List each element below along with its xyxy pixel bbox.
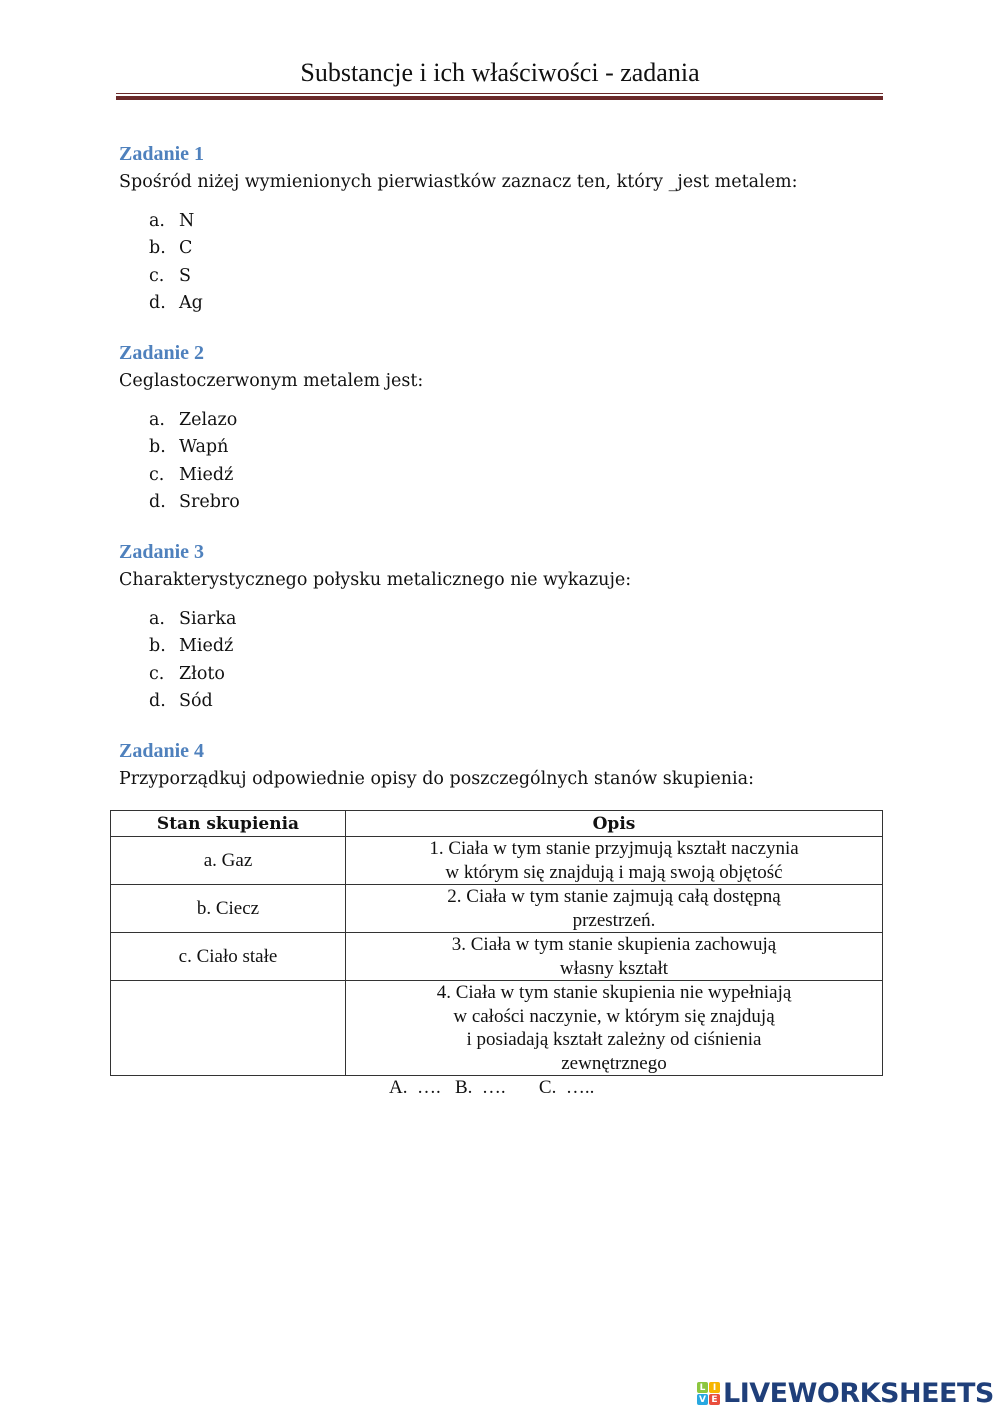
- description-line: 1. Ciała w tym stanie przyjmują kształt naczynia: [429, 838, 799, 859]
- option-c[interactable]: [149, 661, 631, 688]
- option-text: N: [179, 211, 195, 231]
- option-letter: a.: [149, 211, 165, 231]
- state-cell: c. Ciało stałe: [111, 933, 346, 981]
- option-list: [119, 407, 423, 516]
- table-row: [111, 885, 883, 933]
- task-2: [119, 341, 423, 516]
- option-b[interactable]: [149, 434, 423, 461]
- description-line: przestrzeń.: [572, 909, 656, 931]
- option-text: Miedź: [179, 636, 234, 657]
- logo-tile: E: [709, 1394, 720, 1405]
- task-question: Charakterystycznego połysku metalicznego nie wykazuje:: [119, 570, 632, 590]
- option-letter: b.: [149, 437, 166, 458]
- option-text: Srebro: [179, 491, 240, 512]
- liveworksheets-logo: [697, 1378, 994, 1409]
- option-letter: c.: [149, 663, 165, 684]
- option-letter: d.: [149, 292, 166, 313]
- task-heading: Zadanie 2: [119, 342, 205, 364]
- page-title: Substancje i ich właściwości - zadania: [300, 58, 700, 87]
- table-row: [111, 981, 883, 1076]
- option-letter: b.: [149, 636, 166, 657]
- state-cell: [111, 981, 346, 1076]
- description-cell: [346, 837, 883, 885]
- table-header-state: Stan skupienia: [111, 811, 346, 837]
- option-text: Zelazo: [179, 410, 238, 430]
- title-rule-thin: [116, 93, 883, 94]
- description-line: własny kształt: [559, 957, 669, 979]
- option-letter: d.: [149, 690, 166, 711]
- matching-table: [110, 810, 883, 1076]
- task-question: Spośród niżej wymienionych pierwiastków zaznacz ten, który _jest metalem:: [119, 172, 798, 192]
- option-text: Złoto: [179, 663, 225, 684]
- option-d[interactable]: [149, 489, 423, 516]
- option-letter: a.: [149, 609, 165, 629]
- option-a[interactable]: [149, 606, 631, 633]
- task-3: [119, 540, 631, 715]
- option-a[interactable]: [149, 208, 798, 235]
- logo-tile: I: [709, 1382, 720, 1393]
- description-line: i posiadają kształt zależny od ciśnienia: [466, 1029, 762, 1050]
- description-line: zewnętrznego: [561, 1052, 667, 1074]
- option-text: Miedź: [179, 464, 234, 485]
- task-heading: Zadanie 4: [119, 740, 205, 762]
- logo-text: LIVEWORKSHEETS: [723, 1378, 994, 1409]
- state-cell: a. Gaz: [111, 837, 346, 885]
- option-list: [119, 606, 631, 715]
- option-letter: d.: [149, 491, 166, 512]
- state-cell: b. Ciecz: [111, 885, 346, 933]
- option-letter: b.: [149, 238, 166, 259]
- description-line: w którym się znajdują i mają swoją objętość: [445, 861, 783, 883]
- answer-blanks[interactable]: A. …. B. …. C. …..: [389, 1077, 595, 1098]
- description-line: 2. Ciała w tym stanie zajmują całą dostępną: [447, 886, 781, 907]
- option-text: Ag: [179, 292, 203, 313]
- description-cell: [346, 933, 883, 981]
- option-d[interactable]: [149, 290, 798, 317]
- task-1: [119, 142, 798, 317]
- description-cell: [346, 885, 883, 933]
- option-letter: c.: [149, 265, 165, 286]
- description-cell: [346, 981, 883, 1076]
- live-tiles-icon: [697, 1382, 720, 1405]
- task-question: Ceglastoczerwonym metalem jest:: [119, 371, 424, 391]
- option-letter: a.: [149, 410, 165, 430]
- option-d[interactable]: [149, 688, 631, 715]
- description-line: w całości naczynie, w którym się znajdują: [453, 1005, 775, 1027]
- task-heading: Zadanie 1: [119, 143, 205, 165]
- option-text: Siarka: [179, 609, 237, 629]
- description-line: 3. Ciała w tym stanie skupienia zachowują: [451, 934, 777, 955]
- option-a[interactable]: [149, 407, 423, 434]
- option-list: [119, 208, 798, 317]
- option-letter: c.: [149, 464, 165, 485]
- option-b[interactable]: [149, 235, 798, 262]
- title-rule-thick: [116, 96, 883, 100]
- option-c[interactable]: [149, 263, 798, 290]
- option-text: Wapń: [179, 437, 229, 458]
- option-text: Sód: [179, 690, 213, 711]
- task-4: [119, 739, 754, 791]
- description-line: 4. Ciała w tym stanie skupienia nie wypełniają: [436, 982, 792, 1003]
- logo-tile: L: [697, 1382, 708, 1393]
- option-b[interactable]: [149, 633, 631, 660]
- logo-tile: V: [697, 1394, 708, 1405]
- option-text: S: [179, 265, 191, 286]
- task-heading: Zadanie 3: [119, 541, 205, 563]
- task-question: Przyporządkuj odpowiednie opisy do poszczególnych stanów skupienia:: [119, 769, 754, 789]
- option-c[interactable]: [149, 462, 423, 489]
- table-header-description: Opis: [346, 811, 883, 837]
- option-text: C: [179, 238, 193, 259]
- table-row: [111, 933, 883, 981]
- table-row: [111, 837, 883, 885]
